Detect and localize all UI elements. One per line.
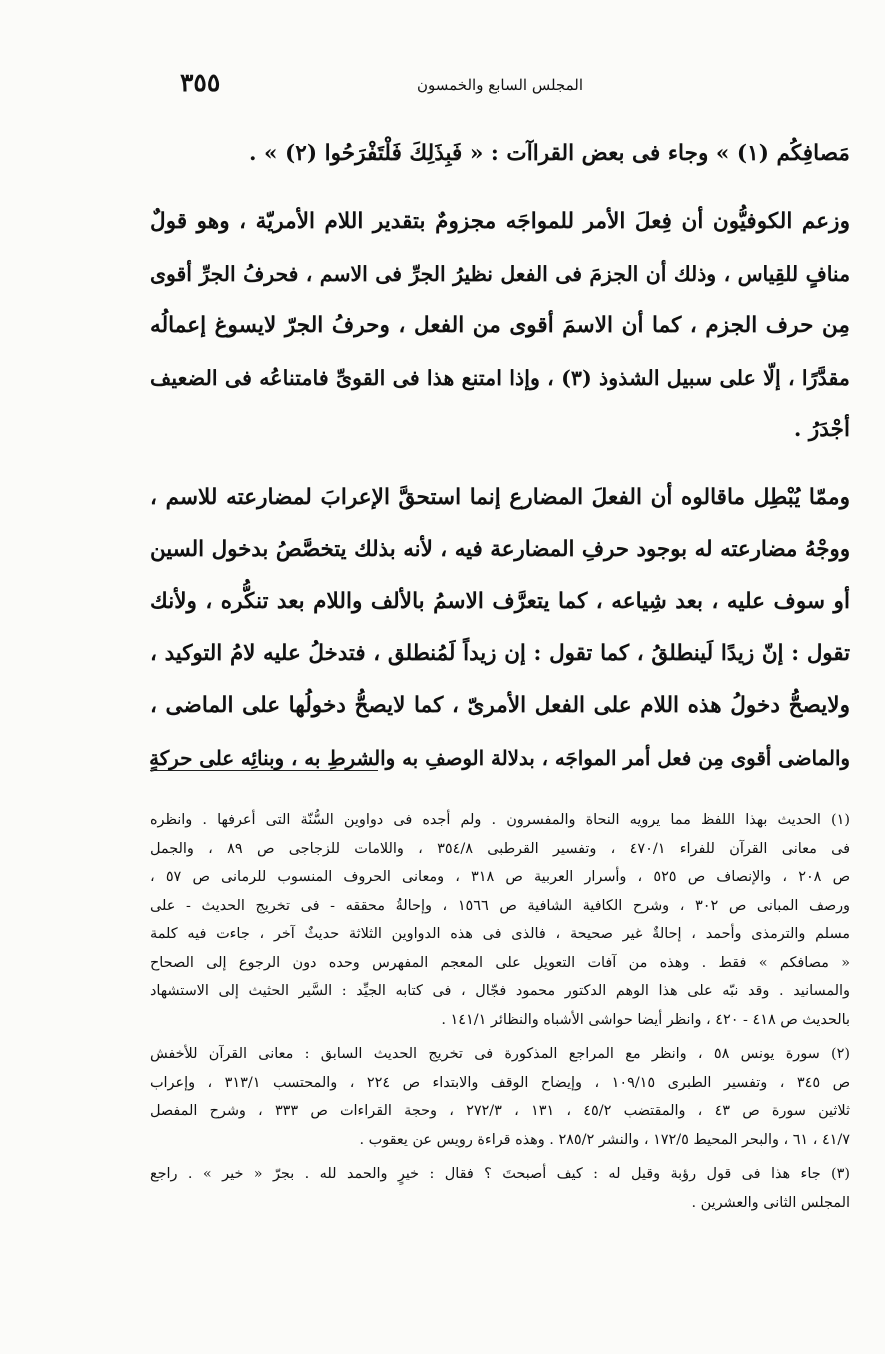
footnote-line: فى معانى القرآن للفراء ٤٧٠/١ ، وتفسير القرطبى ٣٥٤/٨ ، واللامات للزجاجى ص ٨٩ ، والجمل: [150, 840, 850, 857]
footnote-line: ٤١/٧ ، ٦١ ، والبحر المحيط ١٧٢/٥ ، والنشر ٢٨٥/٢ . وهذه قراءة رويس عن يعقوب .: [359, 1131, 850, 1148]
footnote-line: (١) الحديث بهذا اللفظ مما يرويه النحاة والمفسرون . ولم أجده فى دواوين السُّنّة التى أعرفها . وانظره: [150, 812, 850, 828]
text-line: وزعم الكوفيُّون أن فِعلَ الأمر للمواجَه مجزومٌ بتقدير اللام الأمريّة ، وهو قولٌ: [150, 209, 850, 234]
footnotes: [150, 806, 850, 1217]
text-line: والماضى أقوى مِن فعل أمر المواجَه ، بدلالة الوصفِ به والشرطِ به ، وبنائِه على حركةٍ: [149, 746, 850, 770]
text-line: أجْدَرُ .: [793, 417, 850, 442]
footnote-divider: [150, 770, 378, 771]
footnote-line: مسلم والترمذى وأحمد ، إحالةٌ غير صحيحة ، فالذى فى هذه الدواوين الثلاثة حديثٌ آخر ، جاءت فيه كلمة: [150, 926, 850, 942]
text-line: ولايصحُّ دخولُ هذه اللام على الفعل الأمرىّ ، كما لايصحُّ دخولُها على الماضى ،: [150, 693, 850, 718]
footnote-line: « مصافكم » فقط . وهذه من آفات التعويل على المعجم المفهرس وحده دون الرجوع إلى الصحاح: [150, 954, 850, 971]
running-title: المجلس السابع والخمسون: [416, 76, 584, 94]
page-number: ٣٥٥: [180, 68, 221, 97]
footnote-line: والمسانيد . وقد نبّه على هذا الوهم الدكتور محمود فجّال ، فى كتابه الجيِّد : السَّير الحثيث إلى الاستشهاد: [150, 983, 850, 999]
main-text: [150, 128, 850, 784]
text-line: أو سوف عليه ، بعد شِياعه ، كما يتعرَّف الاسمُ بالألف واللام بعد تنكُّره ، ولأنك: [150, 589, 850, 614]
text-line: مَصافِكُم (١) » وجاء فى بعض القراآت : « فَبِذَلِكَ فَلْتَفْرَحُوا (٢) » .: [248, 141, 850, 166]
page-header: [150, 68, 850, 102]
footnote-line: (٢) سورة يونس ٥٨ ، وانظر مع المراجع المذكورة فى تخريج الحديث السابق : معانى القرآن للأخفش: [150, 1046, 850, 1062]
footnote-line: ص ٣٤٥ ، وتفسير الطبرى ١٠٩/١٥ ، وإيضاح الوقف والابتداء ص ٢٢٤ ، والمحتسب ٣١٣/١ ، وإعراب: [150, 1074, 850, 1091]
text-line: وممّا يُبْطِل ماقالوه أن الفعلَ المضارع إنما استحقَّ الإعرابَ لمضارعته للاسم ،: [150, 485, 850, 510]
footnote-line: المجلس الثانى والعشرين .: [691, 1194, 850, 1211]
text-line: مقدَّرًا ، إلّا على سبيل الشذوذ (٣) ، وإذا امتنع هذا فى القوىِّ فامتناعُه فى الضعيف: [150, 366, 851, 390]
footnote-line: بالحديث ص ٤١٨ - ٤٢٠ ، وانظر أيضا حواشى الأشباه والنظائر ١٤١/١ .: [441, 1011, 850, 1028]
footnote-line: ثلاثين سورة ص ٤٣ ، والمقتضب ٤٥/٢ ، ١٣١ ، ٢٧٢/٣ ، وحجة القراءات ص ٣٣٣ ، وشرح المفصل: [150, 1103, 850, 1119]
text-line: مِن حرف الجزم ، كما أن الاسمَ أقوى من الفعل ، وحرفُ الجرّ لايسوغ إعمالُه: [150, 313, 850, 338]
footnote-line: ص ٢٠٨ ، والإنصاف ص ٥٢٥ ، وأسرار العربية ص ٣١٨ ، ومعانى الحروف المنسوب للرمانى ص ٥٧ ،: [150, 869, 850, 885]
footnote-line: (٣) جاء هذا فى قول رؤبة وقيل له : كيف أصبحتَ ؟ فقال : خيرٍ والحمد لله . بجرّ « خير » . راجع: [150, 1166, 850, 1182]
footnote-line: ورصف المبانى ص ٣٠٢ ، وشرح الكافية الشافية ص ١٥٦٦ ، وإحالةُ محققه - فى تخريج الحديث - على: [150, 897, 850, 914]
text-line: ووجْهُ مضارعته له بوجود حرفِ المضارعة فيه ، لأنه بذلك يتخصَّصُ بدخول السين: [150, 537, 850, 562]
text-line: تقول : إنّ زيدًا لَينطلقُ ، كما تقول : إن زيداً لَمُنطلق ، فتدخلُ عليه لامُ التوكيد ،: [150, 641, 850, 666]
text-line: منافٍ للقِياس ، وذلك أن الجزمَ فى الفعل نظيرُ الجرِّ فى الاسم ، فحرفُ الجرِّ أقوى: [150, 262, 850, 286]
